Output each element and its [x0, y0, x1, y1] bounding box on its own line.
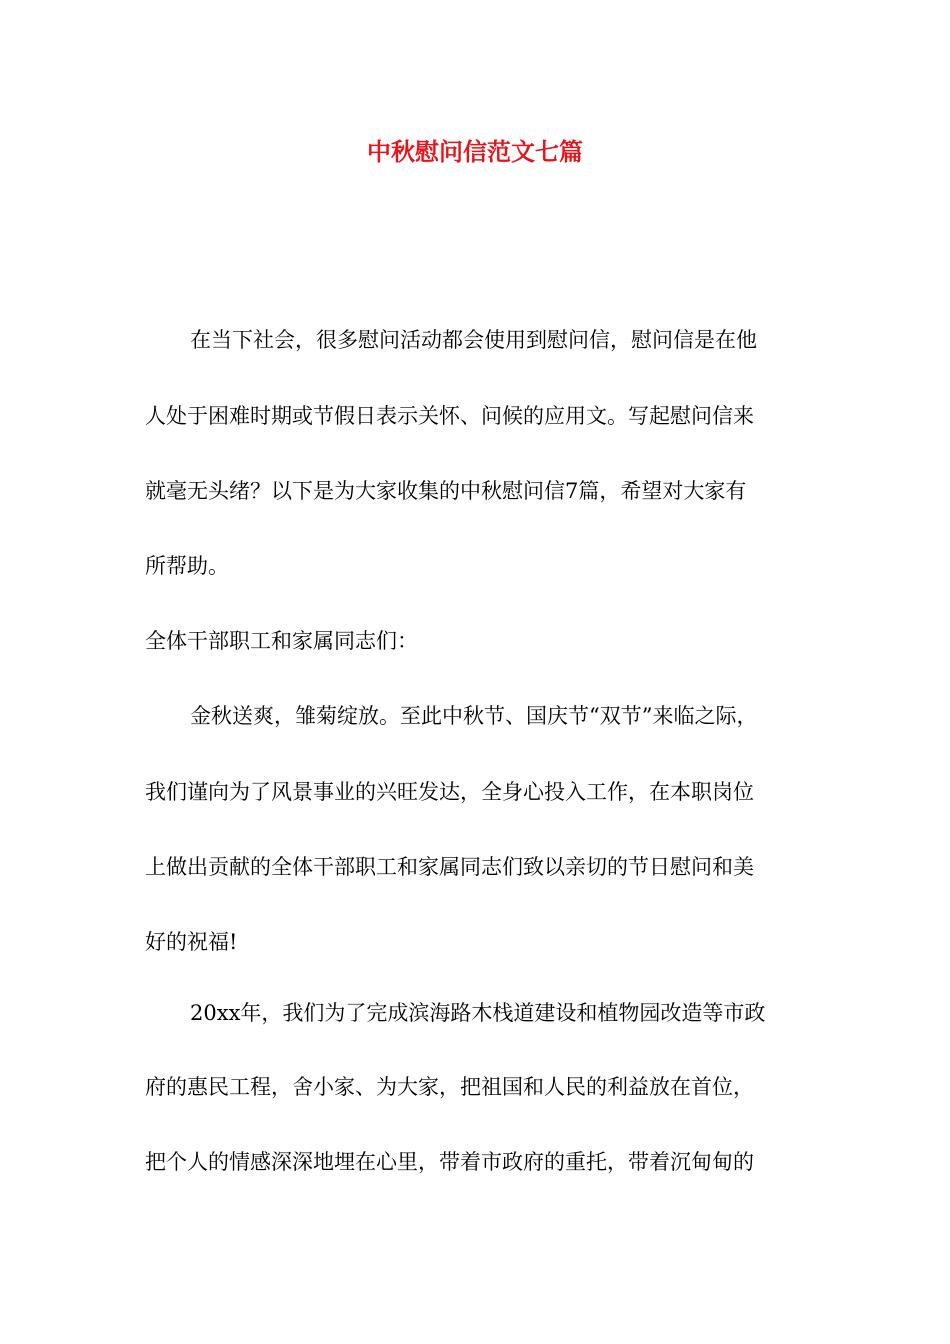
body-line: 所帮助。 [145, 554, 229, 578]
body-line: 20xx年，我们为了完成滨海路木栈道建设和植物园改造等市政 [190, 1001, 766, 1025]
body-line: 上做出贡献的全体干部职工和家属同志们致以亲切的节日慰问和美 [145, 855, 754, 879]
body-line: 我们谨向为了风景事业的兴旺发达，全身心投入工作，在本职岗位 [145, 780, 754, 804]
body-line: 好的祝福! [145, 930, 238, 954]
salutation-line: 全体干部职工和家属同志们： [145, 629, 418, 653]
body-line: 府的惠民工程，舍小家、为大家，把祖国和人民的利益放在首位， [145, 1075, 754, 1099]
body-line: 在当下社会，很多慰问活动都会使用到慰问信，慰问信是在他 [190, 328, 757, 352]
document-title: 中秋慰问信范文七篇 [367, 137, 583, 166]
body-line: 人处于困难时期或节假日表示关怀、问候的应用文。写起慰问信来 [145, 404, 754, 428]
body-line: 金秋送爽，雏菊绽放。至此中秋节、国庆节“双节”来临之际， [190, 704, 758, 728]
body-line: 把个人的情感深深地埋在心里，带着市政府的重托，带着沉甸甸的 [145, 1150, 754, 1174]
body-line: 就毫无头绪？以下是为大家收集的中秋慰问信7篇，希望对大家有 [145, 479, 747, 503]
